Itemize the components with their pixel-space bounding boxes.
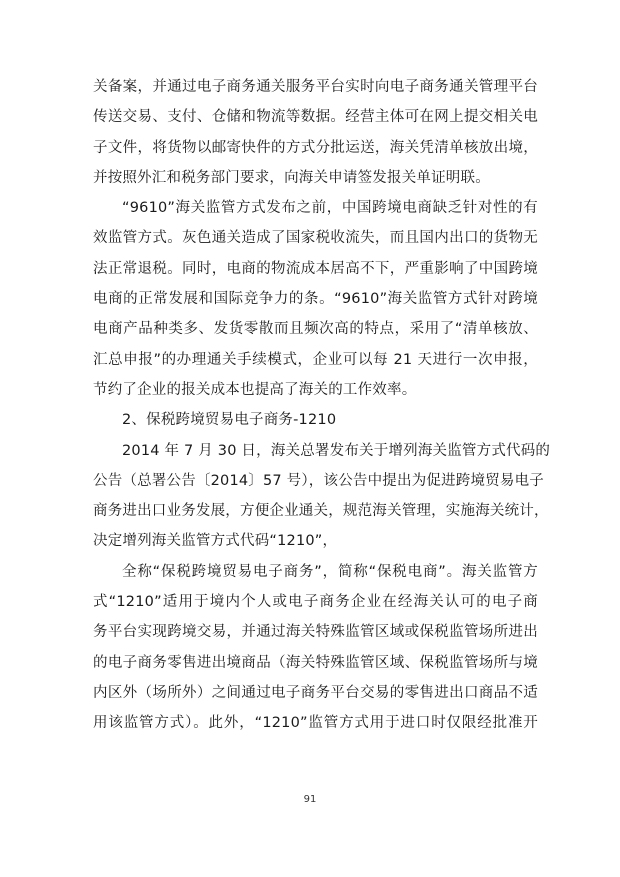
text-line: 电商产品种类多、发货零散而且频次高的特点，采用了“清单核放、 (93, 321, 538, 338)
paragraph-customs-filing (93, 72, 538, 193)
text-line: “9610”海关监管方式发布之前，中国跨境电商缺乏针对性的有 (122, 200, 538, 217)
text-line: 商务进出口业务发展，方便企业通关，规范海关管理，实施海关统计， (93, 503, 549, 520)
section-heading-1210: 2、保税跨境贸易电子商务-1210 (122, 412, 337, 429)
text-line: 并按照外汇和税务部门要求，向海关申请签发报关单证明联。 (93, 169, 490, 186)
document-body (93, 72, 551, 739)
text-line: 的电子商务零售进出境商品（海关特殊监管区域、保税监管场所与境 (93, 654, 538, 671)
text-line: 务平台实现跨境交易，并通过海关特殊监管区域或保税监管场所进出 (93, 624, 538, 641)
text-line: 节约了企业的报关成本也提高了海关的工作效率。 (93, 381, 417, 398)
text-line: 决定增列海关监管方式代码“1210”， (93, 533, 338, 550)
text-line: 子文件，将货物以邮寄快件的方式分批运送，海关凭清单核放出境， (93, 139, 538, 156)
text-line: 法正常退税。同时，电商的物流成本居高不下，严重影响了中国跨境 (93, 260, 538, 277)
text-line: 效监管方式。灰色通关造成了国家税收流失，而且国内出口的货物无 (93, 230, 538, 247)
text-line: 全称“保税跨境贸易电子商务”，简称“保税电商”。海关监管方 (122, 563, 538, 580)
text-line: 关备案，并通过电子商务通关服务平台实时向电子商务通关管理平台 (93, 79, 538, 95)
text-line: 传送交易、支付、仓储和物流等数据。经营主体可在网上提交相关电 (93, 109, 538, 126)
page-number: 91 (303, 794, 317, 805)
text-line: 公告（总署公告〔2014〕57 号），该公告中提出为促进跨境贸易电子 (93, 472, 545, 489)
text-line: 式“1210”适用于境内个人或电子商务企业在经海关认可的电子商 (93, 594, 538, 611)
text-line: 电商的正常发展和国际竞争力的条。“9610”海关监管方式针对跨境 (93, 291, 538, 308)
paragraph-2014-announcement (93, 436, 551, 557)
text-line: 汇总申报”的办理通关手续模式，企业可以每 21 天进行一次申报， (93, 351, 538, 368)
text-line: 2014 年 7 月 30 日，海关总署发布关于增列海关监管方式代码的 (122, 442, 551, 459)
text-line: 用该监管方式）。此外，“1210”监管方式用于进口时仅限经批准开 (93, 715, 538, 732)
paragraph-9610-background (93, 193, 538, 405)
text-line: 内区外（场所外）之间通过电子商务平台交易的零售进出口商品不适 (93, 684, 538, 701)
paragraph-1210-definition (93, 557, 538, 739)
